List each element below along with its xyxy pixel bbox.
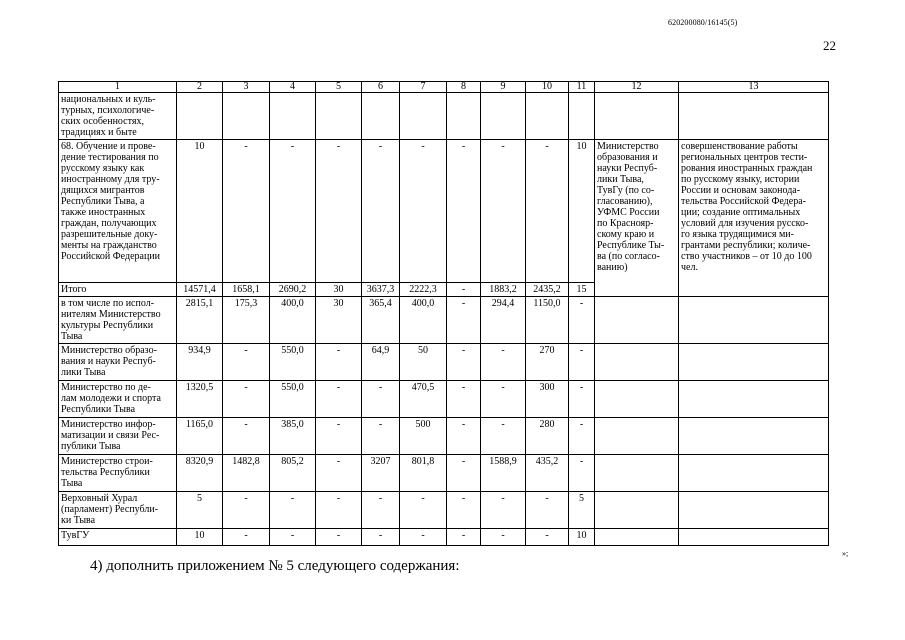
column-number-12: 12 — [595, 82, 679, 93]
executor-value: - — [447, 297, 481, 344]
column-number-4: 4 — [270, 82, 316, 93]
executor-value: 470,5 — [400, 381, 447, 418]
column-number-1: 1 — [59, 82, 177, 93]
empty-cell — [595, 297, 679, 344]
executor-value: - — [569, 455, 595, 492]
executor-value: - — [569, 344, 595, 381]
executor-value: 5 — [177, 492, 223, 529]
program-table — [58, 81, 829, 546]
item-68-value: - — [362, 140, 400, 283]
item-68-name: 68. Обучение и прове- дение тестирования по русскому языку как иностранному для тру- дящихся мигрантов Республики Тыва, а также иностранных граждан, получающих разрешительные доку- менты на гражданство Российской Федерации — [59, 140, 177, 283]
executor-value: 10 — [177, 529, 223, 546]
executor-value: - — [223, 344, 270, 381]
total-value: 14571,4 — [177, 283, 223, 297]
executor-value: - — [362, 418, 400, 455]
total-value: 30 — [316, 283, 362, 297]
empty-cell — [481, 93, 526, 140]
total-value: 3637,3 — [362, 283, 400, 297]
column-number-2: 2 — [177, 82, 223, 93]
executor-name: Министерство по де- лам молодежи и спорта Республики Тыва — [59, 381, 177, 418]
executor-value: - — [481, 529, 526, 546]
executor-value: - — [316, 344, 362, 381]
executor-value: 500 — [400, 418, 447, 455]
continuation-row — [59, 93, 829, 140]
empty-cell — [316, 93, 362, 140]
item-68-value: - — [447, 140, 481, 283]
executor-value: 175,3 — [223, 297, 270, 344]
executor-value: - — [569, 297, 595, 344]
executor-value: 2815,1 — [177, 297, 223, 344]
executor-row — [59, 455, 829, 492]
total-value: 1658,1 — [223, 283, 270, 297]
column-number-13: 13 — [679, 82, 829, 93]
empty-cell — [595, 381, 679, 418]
executor-value: - — [362, 492, 400, 529]
item-68-value: - — [526, 140, 569, 283]
column-number-row — [59, 82, 829, 93]
executor-value: - — [362, 381, 400, 418]
item-68-value: - — [481, 140, 526, 283]
page-number: 22 — [823, 38, 836, 53]
empty-cell — [679, 492, 829, 529]
executor-name: Министерство строи- тельства Республики Тыва — [59, 455, 177, 492]
executor-value: - — [447, 529, 481, 546]
executor-value: 3207 — [362, 455, 400, 492]
executor-value: - — [569, 418, 595, 455]
executor-value: - — [270, 492, 316, 529]
column-number-6: 6 — [362, 82, 400, 93]
executor-value: - — [447, 344, 481, 381]
executor-value: 300 — [526, 381, 569, 418]
empty-cell — [400, 93, 447, 140]
document-id: 620200080/16145(5) — [668, 18, 738, 27]
executor-value: 270 — [526, 344, 569, 381]
executor-row — [59, 344, 829, 381]
executor-value: 934,9 — [177, 344, 223, 381]
executor-value: - — [447, 455, 481, 492]
executor-value: - — [400, 529, 447, 546]
empty-cell — [679, 418, 829, 455]
executor-value: 50 — [400, 344, 447, 381]
executor-value: - — [481, 344, 526, 381]
empty-cell — [595, 418, 679, 455]
executor-value: - — [400, 492, 447, 529]
empty-cell — [595, 492, 679, 529]
executor-value: 805,2 — [270, 455, 316, 492]
executor-value: 5 — [569, 492, 595, 529]
executor-value: - — [362, 529, 400, 546]
executor-value: 1320,5 — [177, 381, 223, 418]
closing-quote-mark: »; — [842, 549, 849, 558]
column-number-11: 11 — [569, 82, 595, 93]
executor-value: 8320,9 — [177, 455, 223, 492]
executor-value: - — [569, 381, 595, 418]
executor-row — [59, 418, 829, 455]
executor-value: 550,0 — [270, 381, 316, 418]
executor-value: 10 — [569, 529, 595, 546]
column-number-3: 3 — [223, 82, 270, 93]
executor-name: ТувГУ — [59, 529, 177, 546]
column-number-7: 7 — [400, 82, 447, 93]
empty-cell — [595, 529, 679, 546]
empty-cell — [595, 93, 679, 140]
amendment-paragraph: 4) дополнить приложением № 5 следующего содержания: — [90, 558, 460, 574]
empty-cell — [679, 297, 829, 344]
executor-row — [59, 529, 829, 546]
executor-value: 64,9 — [362, 344, 400, 381]
executor-value: - — [526, 492, 569, 529]
item-68-value: - — [223, 140, 270, 283]
executor-value: 550,0 — [270, 344, 316, 381]
empty-cell — [569, 93, 595, 140]
column-number-9: 9 — [481, 82, 526, 93]
executor-name: Верховный Хурал (парламент) Республи- ки Тыва — [59, 492, 177, 529]
continuation-text: национальных и куль- турных, психологиче- ских особенностях, традициях и быте — [59, 93, 177, 140]
empty-cell — [595, 344, 679, 381]
executor-value: - — [481, 492, 526, 529]
executor-value: 400,0 — [270, 297, 316, 344]
executor-value: 280 — [526, 418, 569, 455]
item-68-value: 10 — [569, 140, 595, 283]
executor-value: 1150,0 — [526, 297, 569, 344]
total-label: Итого — [59, 283, 177, 297]
item-68-value: 10 — [177, 140, 223, 283]
executor-value: - — [316, 529, 362, 546]
empty-cell — [177, 93, 223, 140]
executor-value: 400,0 — [400, 297, 447, 344]
total-value: 2690,2 — [270, 283, 316, 297]
executor-value: - — [447, 492, 481, 529]
empty-cell — [679, 381, 829, 418]
empty-cell — [223, 93, 270, 140]
executor-value: - — [526, 529, 569, 546]
executor-name: в том числе по испол- нителям Министерство культуры Республики Тыва — [59, 297, 177, 344]
executor-value: 435,2 — [526, 455, 569, 492]
executor-value: - — [270, 529, 316, 546]
executor-value: - — [447, 381, 481, 418]
empty-cell — [447, 93, 481, 140]
executor-value: - — [316, 455, 362, 492]
item-68-value: - — [270, 140, 316, 283]
executor-name: Министерство образо- вания и науки Респуб- лики Тыва — [59, 344, 177, 381]
item-68-executor: Министерство образования и науки Респуб- лики Тыва, ТувГу (по со- гласованию), УФМС России по Краснояр- скому краю и Республике Ты- ва (по согласо- ванию) — [595, 140, 679, 297]
empty-cell — [270, 93, 316, 140]
executor-value: - — [223, 492, 270, 529]
empty-cell — [679, 529, 829, 546]
executor-value: - — [223, 418, 270, 455]
empty-cell — [526, 93, 569, 140]
empty-cell — [679, 455, 829, 492]
total-value: 2435,2 — [526, 283, 569, 297]
empty-cell — [679, 344, 829, 381]
column-number-5: 5 — [316, 82, 362, 93]
total-value: 1883,2 — [481, 283, 526, 297]
total-value: 15 — [569, 283, 595, 297]
executor-name: Министерство инфор- матизации и связи Рес- публики Тыва — [59, 418, 177, 455]
total-value: - — [447, 283, 481, 297]
column-number-10: 10 — [526, 82, 569, 93]
executor-value: 30 — [316, 297, 362, 344]
executor-value: - — [223, 381, 270, 418]
executor-value: 1165,0 — [177, 418, 223, 455]
empty-cell — [362, 93, 400, 140]
executor-value: 294,4 — [481, 297, 526, 344]
column-number-8: 8 — [447, 82, 481, 93]
item-68-result: совершенствование работы региональных центров тести- рования иностранных граждан по русскому языку, истории России и основам законода- тельства Российской Федера- ции; создание оптимальных условий для изучения русско- го языка трудящимися ми- грантами республики; количе- ство участников – от 10 до 100 чел. — [679, 140, 829, 297]
empty-cell — [679, 93, 829, 140]
executor-row — [59, 381, 829, 418]
executor-value: 1588,9 — [481, 455, 526, 492]
item-68-value: - — [400, 140, 447, 283]
executor-value: - — [481, 381, 526, 418]
executor-row — [59, 492, 829, 529]
executor-value: - — [316, 492, 362, 529]
executor-value: 365,4 — [362, 297, 400, 344]
executor-value: 1482,8 — [223, 455, 270, 492]
item-68-value: - — [316, 140, 362, 283]
executor-row — [59, 297, 829, 344]
executor-value: 801,8 — [400, 455, 447, 492]
executor-value: - — [316, 418, 362, 455]
executor-value: - — [481, 418, 526, 455]
executor-value: - — [223, 529, 270, 546]
executor-value: - — [447, 418, 481, 455]
executor-value: - — [316, 381, 362, 418]
empty-cell — [595, 455, 679, 492]
item-68-row — [59, 140, 829, 283]
total-value: 2222,3 — [400, 283, 447, 297]
executor-value: 385,0 — [270, 418, 316, 455]
